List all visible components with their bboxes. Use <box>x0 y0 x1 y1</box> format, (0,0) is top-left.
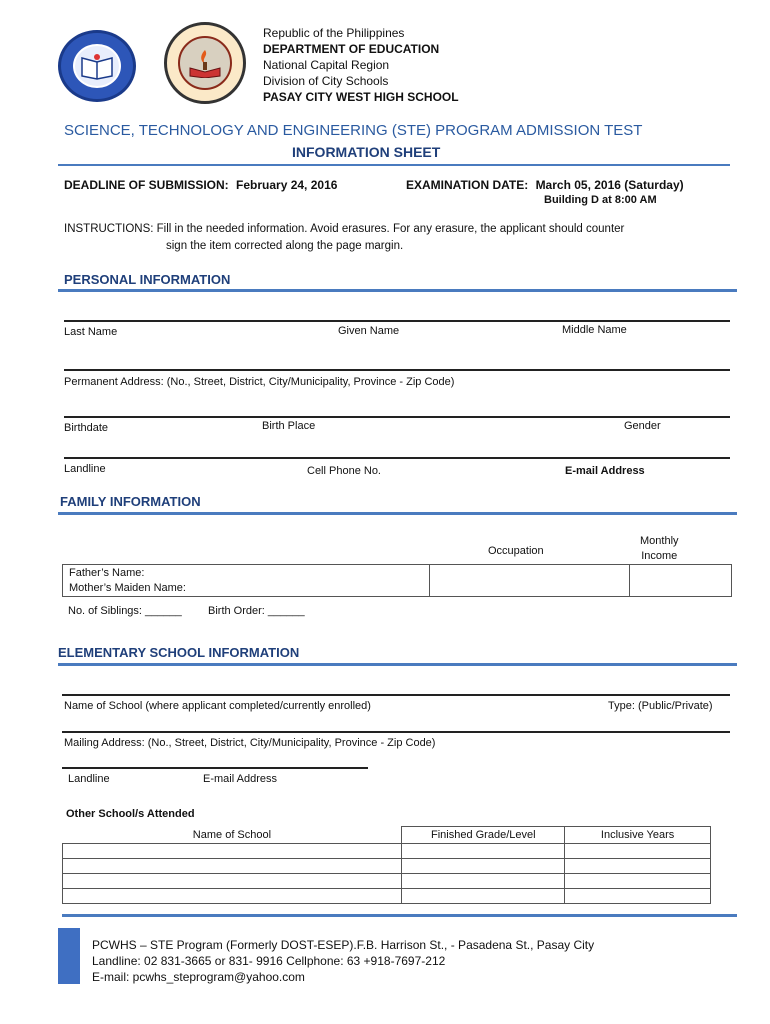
elementary-info-heading: ELEMENTARY SCHOOL INFORMATION <box>58 645 300 660</box>
instructions-line2: sign the item corrected along the page margin. <box>166 240 404 252</box>
monthly-income-header <box>640 534 679 564</box>
table-row <box>63 859 711 874</box>
address-field-line[interactable] <box>64 369 730 371</box>
birth-field-line[interactable] <box>64 416 730 418</box>
other-schools-table <box>62 826 711 904</box>
income-line2: Income <box>641 550 678 562</box>
table-cell[interactable] <box>63 874 402 889</box>
given-name-label: Given Name <box>338 325 400 337</box>
footer-address: PCWHS – STE Program (Formerly DOST-ESEP).F.B. Harrison St., - Pasadena St., Pasay City <box>92 938 595 952</box>
income-cell[interactable] <box>630 565 732 597</box>
table-cell[interactable] <box>402 889 565 904</box>
father-label: Father’s Name: <box>69 567 145 579</box>
middle-name-label: Middle Name <box>562 324 627 336</box>
deped-seal <box>164 22 246 104</box>
exam-venue: Building D at 8:00 AM <box>544 194 657 206</box>
table-header-row <box>63 827 711 844</box>
occupation-cell[interactable] <box>430 565 630 597</box>
school-name-field-line[interactable] <box>62 694 730 696</box>
header-division: Division of City Schools <box>263 74 389 88</box>
last-name-label: Last Name <box>64 326 118 338</box>
landline-label: Landline <box>64 463 106 475</box>
personal-info-heading: PERSONAL INFORMATION <box>64 272 231 287</box>
family-table <box>62 564 732 597</box>
exam-date-value: March 05, 2016 (Saturday) <box>535 178 684 192</box>
elementary-info-bar <box>58 663 737 666</box>
table-cell[interactable] <box>63 844 402 859</box>
table-cell[interactable] <box>402 844 565 859</box>
book-icon <box>80 52 114 80</box>
mailing-address-label: Mailing Address: (No., Street, District, City/Municipality, Province - Zip Code) <box>64 737 436 749</box>
col-inclusive-years: Inclusive Years <box>565 827 711 844</box>
family-info-heading: FAMILY INFORMATION <box>60 494 201 509</box>
school-type-label: Type: (Public/Private) <box>608 700 713 712</box>
footer-accent-block <box>58 928 80 984</box>
family-row <box>63 565 732 597</box>
exam-date-label: EXAMINATION DATE: <box>406 178 529 192</box>
mother-label: Mother’s Maiden Name: <box>69 582 186 594</box>
table-row <box>63 889 711 904</box>
parent-names-cell[interactable] <box>63 565 430 597</box>
birth-order-label: Birth Order: ______ <box>208 605 305 617</box>
school-contact-field-line[interactable] <box>62 767 368 769</box>
email-label: E-mail Address <box>565 465 645 477</box>
header-department: DEPARTMENT OF EDUCATION <box>263 42 440 56</box>
birth-place-label: Birth Place <box>262 420 316 432</box>
occupation-header: Occupation <box>488 545 544 557</box>
header-region: National Capital Region <box>263 58 390 72</box>
income-line1: Monthly <box>640 535 679 547</box>
siblings-label: No. of Siblings: ______ <box>68 605 182 617</box>
form-title: SCIENCE, TECHNOLOGY AND ENGINEERING (STE) PROGRAM ADMISSION TEST <box>64 122 643 139</box>
table-cell[interactable] <box>565 889 711 904</box>
footer-divider <box>62 914 737 917</box>
table-cell[interactable] <box>565 844 711 859</box>
table-row <box>63 874 711 889</box>
form-subtitle: INFORMATION SHEET <box>292 144 441 160</box>
birthdate-label: Birthdate <box>64 422 109 434</box>
other-schools-heading: Other School/s Attended <box>66 808 195 820</box>
table-row <box>63 844 711 859</box>
table-cell[interactable] <box>402 859 565 874</box>
school-landline-label: Landline <box>68 773 110 785</box>
col-school-name: Name of School <box>63 827 402 844</box>
header-republic: Republic of the Philippines <box>263 26 405 40</box>
deadline-label: DEADLINE OF SUBMISSION: <box>64 178 229 192</box>
torch-book-icon <box>187 48 223 78</box>
instructions-line1: INSTRUCTIONS: Fill in the needed information. Avoid erasures. For any erasure, the applicant should counter <box>64 223 625 235</box>
header-school: PASAY CITY WEST HIGH SCHOOL <box>263 90 459 104</box>
table-cell[interactable] <box>565 859 711 874</box>
footer-contact <box>92 937 594 985</box>
cell-phone-label: Cell Phone No. <box>307 465 381 477</box>
table-cell[interactable] <box>63 859 402 874</box>
permanent-address-label: Permanent Address: (No., Street, District, City/Municipality, Province - Zip Code) <box>64 376 455 388</box>
personal-info-bar <box>58 289 737 292</box>
family-info-bar <box>58 512 737 515</box>
footer-phone: Landline: 02 831-3665 or 831- 9916 Cellphone: 63 +918-7697-212 <box>92 954 446 968</box>
school-logo <box>58 30 136 102</box>
deadline-value: February 24, 2016 <box>236 178 338 192</box>
title-divider <box>58 164 730 166</box>
school-email-label: E-mail Address <box>203 773 277 785</box>
footer-email: E-mail: pcwhs_steprogram@yahoo.com <box>92 970 305 984</box>
col-finished-grade: Finished Grade/Level <box>402 827 565 844</box>
exam-date-row <box>406 178 684 192</box>
table-cell[interactable] <box>565 874 711 889</box>
table-cell[interactable] <box>402 874 565 889</box>
mailing-field-line[interactable] <box>62 731 730 733</box>
school-name-label: Name of School (where applicant completed/currently enrolled) <box>64 700 371 712</box>
name-field-line[interactable] <box>64 320 730 322</box>
deadline-row <box>64 178 337 192</box>
gender-label: Gender <box>624 420 661 432</box>
contact-field-line[interactable] <box>64 457 730 459</box>
table-cell[interactable] <box>63 889 402 904</box>
